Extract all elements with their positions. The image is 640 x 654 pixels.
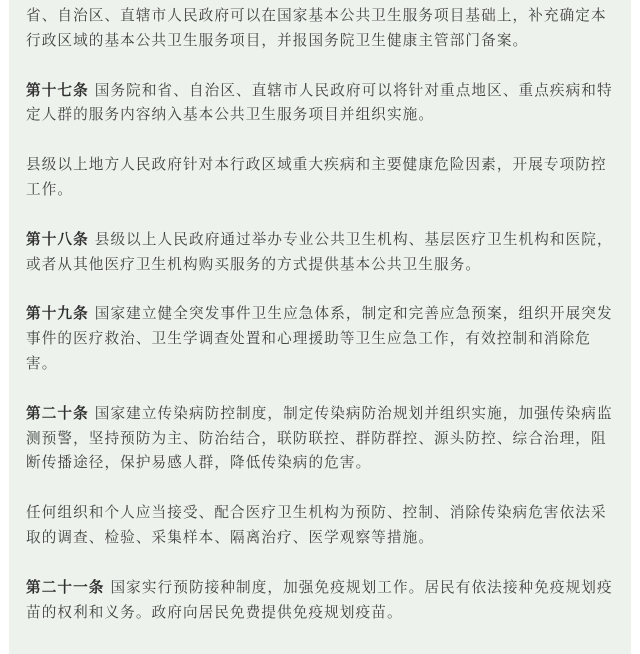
paragraph-text: 县级以上人民政府通过举办专业公共卫生机构、基层医疗卫生机构和医院，或者从其他医疗卫生机构购买服务的方式提供基本公共卫生服务。 bbox=[26, 230, 613, 273]
paragraph bbox=[26, 501, 616, 551]
paragraph bbox=[26, 79, 616, 129]
paragraph bbox=[26, 153, 616, 203]
paragraph bbox=[26, 4, 616, 54]
paragraph-text: 国家建立传染病防控制度，制定传染病防治规划并组织实施，加强传染病监测预警，坚持预防为主、防治结合，联防联控、群防群控、源头防控、综合治理，阻断传播途径，保护易感人群，降低传染病的危害。 bbox=[26, 404, 613, 472]
paragraph-text: 国务院和省、自治区、直辖市人民政府可以将针对重点地区、重点疾病和特定人群的服务内容纳入基本公共卫生服务项目并组织实施。 bbox=[26, 81, 613, 124]
paragraph-text: 国家实行预防接种制度，加强免疫规划工作。居民有依法接种免疫规划疫苗的权利和义务。政府向居民免费提供免疫规划疫苗。 bbox=[26, 578, 613, 621]
article-heading: 第十七条 bbox=[26, 81, 89, 99]
paragraph-text: 任何组织和个人应当接受、配合医疗卫生机构为预防、控制、消除传染病危害依法采取的调查、检验、采集样本、隔离治疗、医学观察等措施。 bbox=[26, 504, 607, 546]
article-heading: 第二十条 bbox=[26, 404, 89, 422]
paragraph bbox=[26, 302, 616, 376]
article-heading: 第十九条 bbox=[26, 305, 89, 323]
paragraph-text: 县级以上地方人民政府针对本行政区域重大疾病和主要健康危险因素，开展专项防控工作。 bbox=[26, 156, 607, 198]
paragraph-text: 省、自治区、直辖市人民政府可以在国家基本公共卫生服务项目基础上，补充确定本行政区域的基本公共卫生服务项目，并报国务院卫生健康主管部门备案。 bbox=[26, 7, 607, 49]
paragraph-text: 国家建立健全突发事件卫生应急体系，制定和完善应急预案，组织开展突发事件的医疗救治、卫生学调查处置和心理援助等卫生应急工作，有效控制和消除危害。 bbox=[26, 305, 613, 372]
paragraph bbox=[26, 402, 616, 476]
article-body bbox=[9, 0, 631, 654]
paragraph bbox=[26, 576, 616, 626]
article-heading: 第二十一条 bbox=[26, 578, 105, 596]
article-heading: 第十八条 bbox=[26, 230, 89, 248]
paragraph bbox=[26, 228, 616, 278]
